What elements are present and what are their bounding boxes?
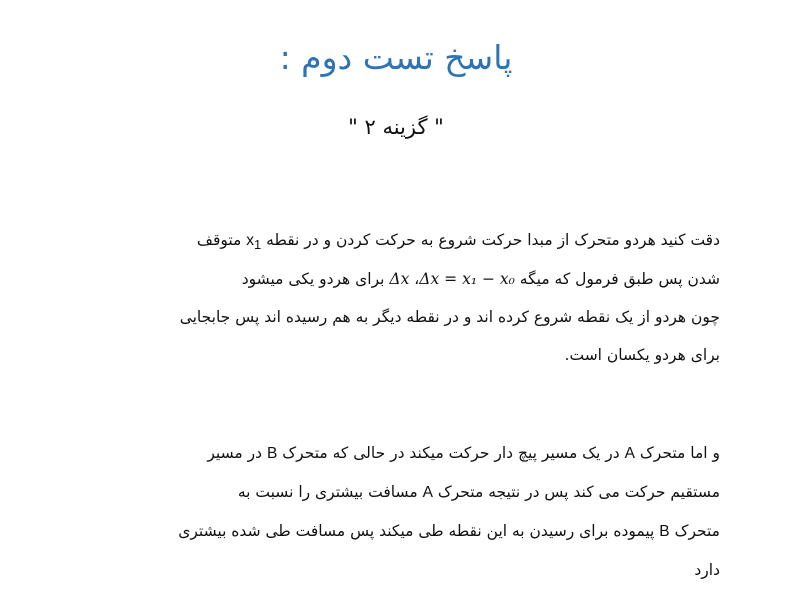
paragraph-line: برای هردو یکسان است. — [564, 346, 720, 364]
paragraph-displacement — [90, 221, 720, 374]
object-b-label: B — [659, 523, 670, 540]
text-segment: دقت کنید هردو متحرک از مبدا حرکت شروع به حرکت کردن و در نقطه — [266, 231, 720, 249]
displacement-formula: Δx = x₁ − x₀ — [419, 270, 515, 288]
paragraph-distance — [90, 434, 720, 589]
answer-option: " گزینه ۲ " — [348, 115, 444, 139]
text-segment: مسافت بیشتری را نسبت به — [237, 483, 418, 501]
text-segment: در مسیر — [207, 444, 263, 462]
text-segment: مستقیم حرکت می کند پس در نتیجه متحرک — [437, 483, 720, 501]
paragraph-line — [90, 260, 720, 298]
paragraph-line — [90, 434, 720, 473]
text-segment: شدن پس طبق فرمول که میگه — [519, 270, 720, 288]
separator: ، — [414, 270, 420, 288]
delta-x-symbol: Δx — [389, 270, 410, 288]
text-segment: در یک مسیر پیچ دار حرکت میکند در حالی که متحرک — [282, 444, 620, 462]
x1-symbol: $x_1$ — [246, 232, 262, 253]
text-segment: متوقف — [196, 231, 242, 249]
paragraph-line: چون هردو از یک نقطه شروع کرده اند و در نقطه دیگر به هم رسیده اند پس جابجایی — [179, 308, 720, 326]
paragraph-line — [90, 512, 720, 551]
text-segment: برای هردو یکی میشود — [241, 270, 385, 288]
object-a-label: A — [422, 484, 433, 501]
page-title: پاسخ تست دوم : — [279, 38, 513, 77]
text-segment: و اما متحرک — [639, 444, 720, 462]
text-segment: متحرک — [674, 522, 720, 540]
object-b-label: B — [266, 445, 278, 462]
object-a-label: A — [624, 445, 635, 462]
paragraph-line — [90, 221, 720, 260]
paragraph-line: دارد — [694, 561, 720, 579]
text-segment: پیموده برای رسیدن به این نقطه طی میکند پس مسافت طی شده بیشتری — [178, 522, 655, 540]
paragraph-line — [90, 473, 720, 512]
